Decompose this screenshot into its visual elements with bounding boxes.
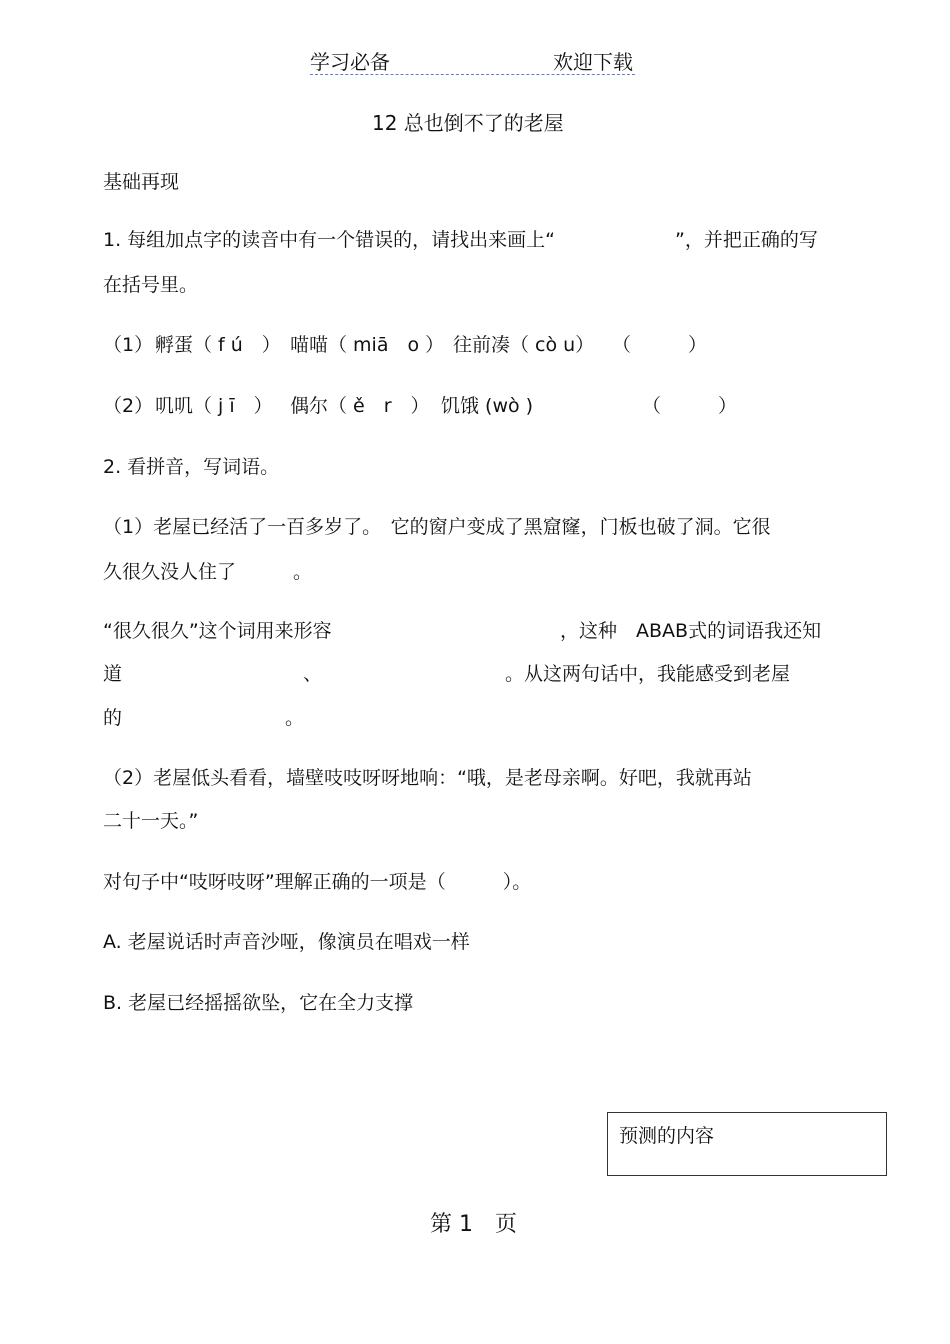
q1-row2-number: （2） [103,395,154,417]
q2-fill1-line2-b: 、 [303,663,323,685]
q2-stem: 2. 看拼音，写词语。 [103,456,280,478]
header-right: 欢迎下载 [553,50,633,74]
q2-option-b: B. 老屋已经摇摇欲坠，它在全力支撑 [103,992,414,1014]
q1-row2-word2: 偶尔（ ě r ） [290,395,430,417]
q2-fill1-line1-b: ，这种 ABAB式的词语我还知 [560,620,822,642]
q1-row1-answer-blank: （ ） [612,334,708,356]
q1-row1-word1: 孵蛋（ f ú ） [155,334,281,356]
page-number-footer: 第 1 页 [430,1212,517,1237]
q2-fill1-line1-a: “很久很久”这个词用来形容 [103,620,332,642]
q1-row2-word1: 叽叽（ j ī ） [155,395,273,417]
q2-choice-question: 对句子中“吱呀吱呀”理解正确的一项是（ ）。 [103,871,532,893]
q1-row2-word3: 饥饿 (wò ) [441,395,534,417]
header-underline [310,74,635,75]
q2-passage2-line1: （2）老屋低头看看，墙壁吱吱呀呀地响：“哦，是老母亲啊。好吧，我就再站 [103,767,752,789]
q2-passage1-line1: （1）老屋已经活了一百多岁了。 它的窗户变成了黑窟窿，门板也破了洞。它很 [103,516,771,538]
q1-row2-answer-blank: （ ） [642,395,738,417]
q1-row1-word2: 喵喵（ miā o ） [290,334,445,356]
q1-stem-line2: 在括号里。 [103,274,199,296]
q1-stem-line1: 1. 每组加点字的读音中有一个错误的，请找出来画上“ [103,229,556,251]
q2-option-a: A. 老屋说话时声音沙哑，像演员在唱戏一样 [103,931,470,953]
q2-fill1-line3-b: 。 [285,707,305,729]
prediction-box [607,1112,887,1176]
prediction-box-label: 预测的内容 [619,1125,715,1147]
q2-passage1-line2: 久很久没人住了 。 [103,561,313,583]
section-heading: 基础再现 [103,171,180,193]
q2-fill1-line2-c: 。从这两句话中，我能感受到老屋 [505,663,791,685]
page-title: 12 总也倒不了的老屋 [372,111,564,135]
q1-stem-quote-end: ”，并把正确的写 [675,229,818,251]
q2-passage2-line2: 二十一天。” [103,810,199,832]
header-left: 学习必备 [310,50,390,74]
q2-fill1-line3-a: 的 [103,707,123,729]
q1-row1-number: （1） [103,334,154,356]
q1-row1-word3: 往前凑（ cò u） [453,334,595,356]
q2-fill1-line2-a: 道 [103,663,123,685]
